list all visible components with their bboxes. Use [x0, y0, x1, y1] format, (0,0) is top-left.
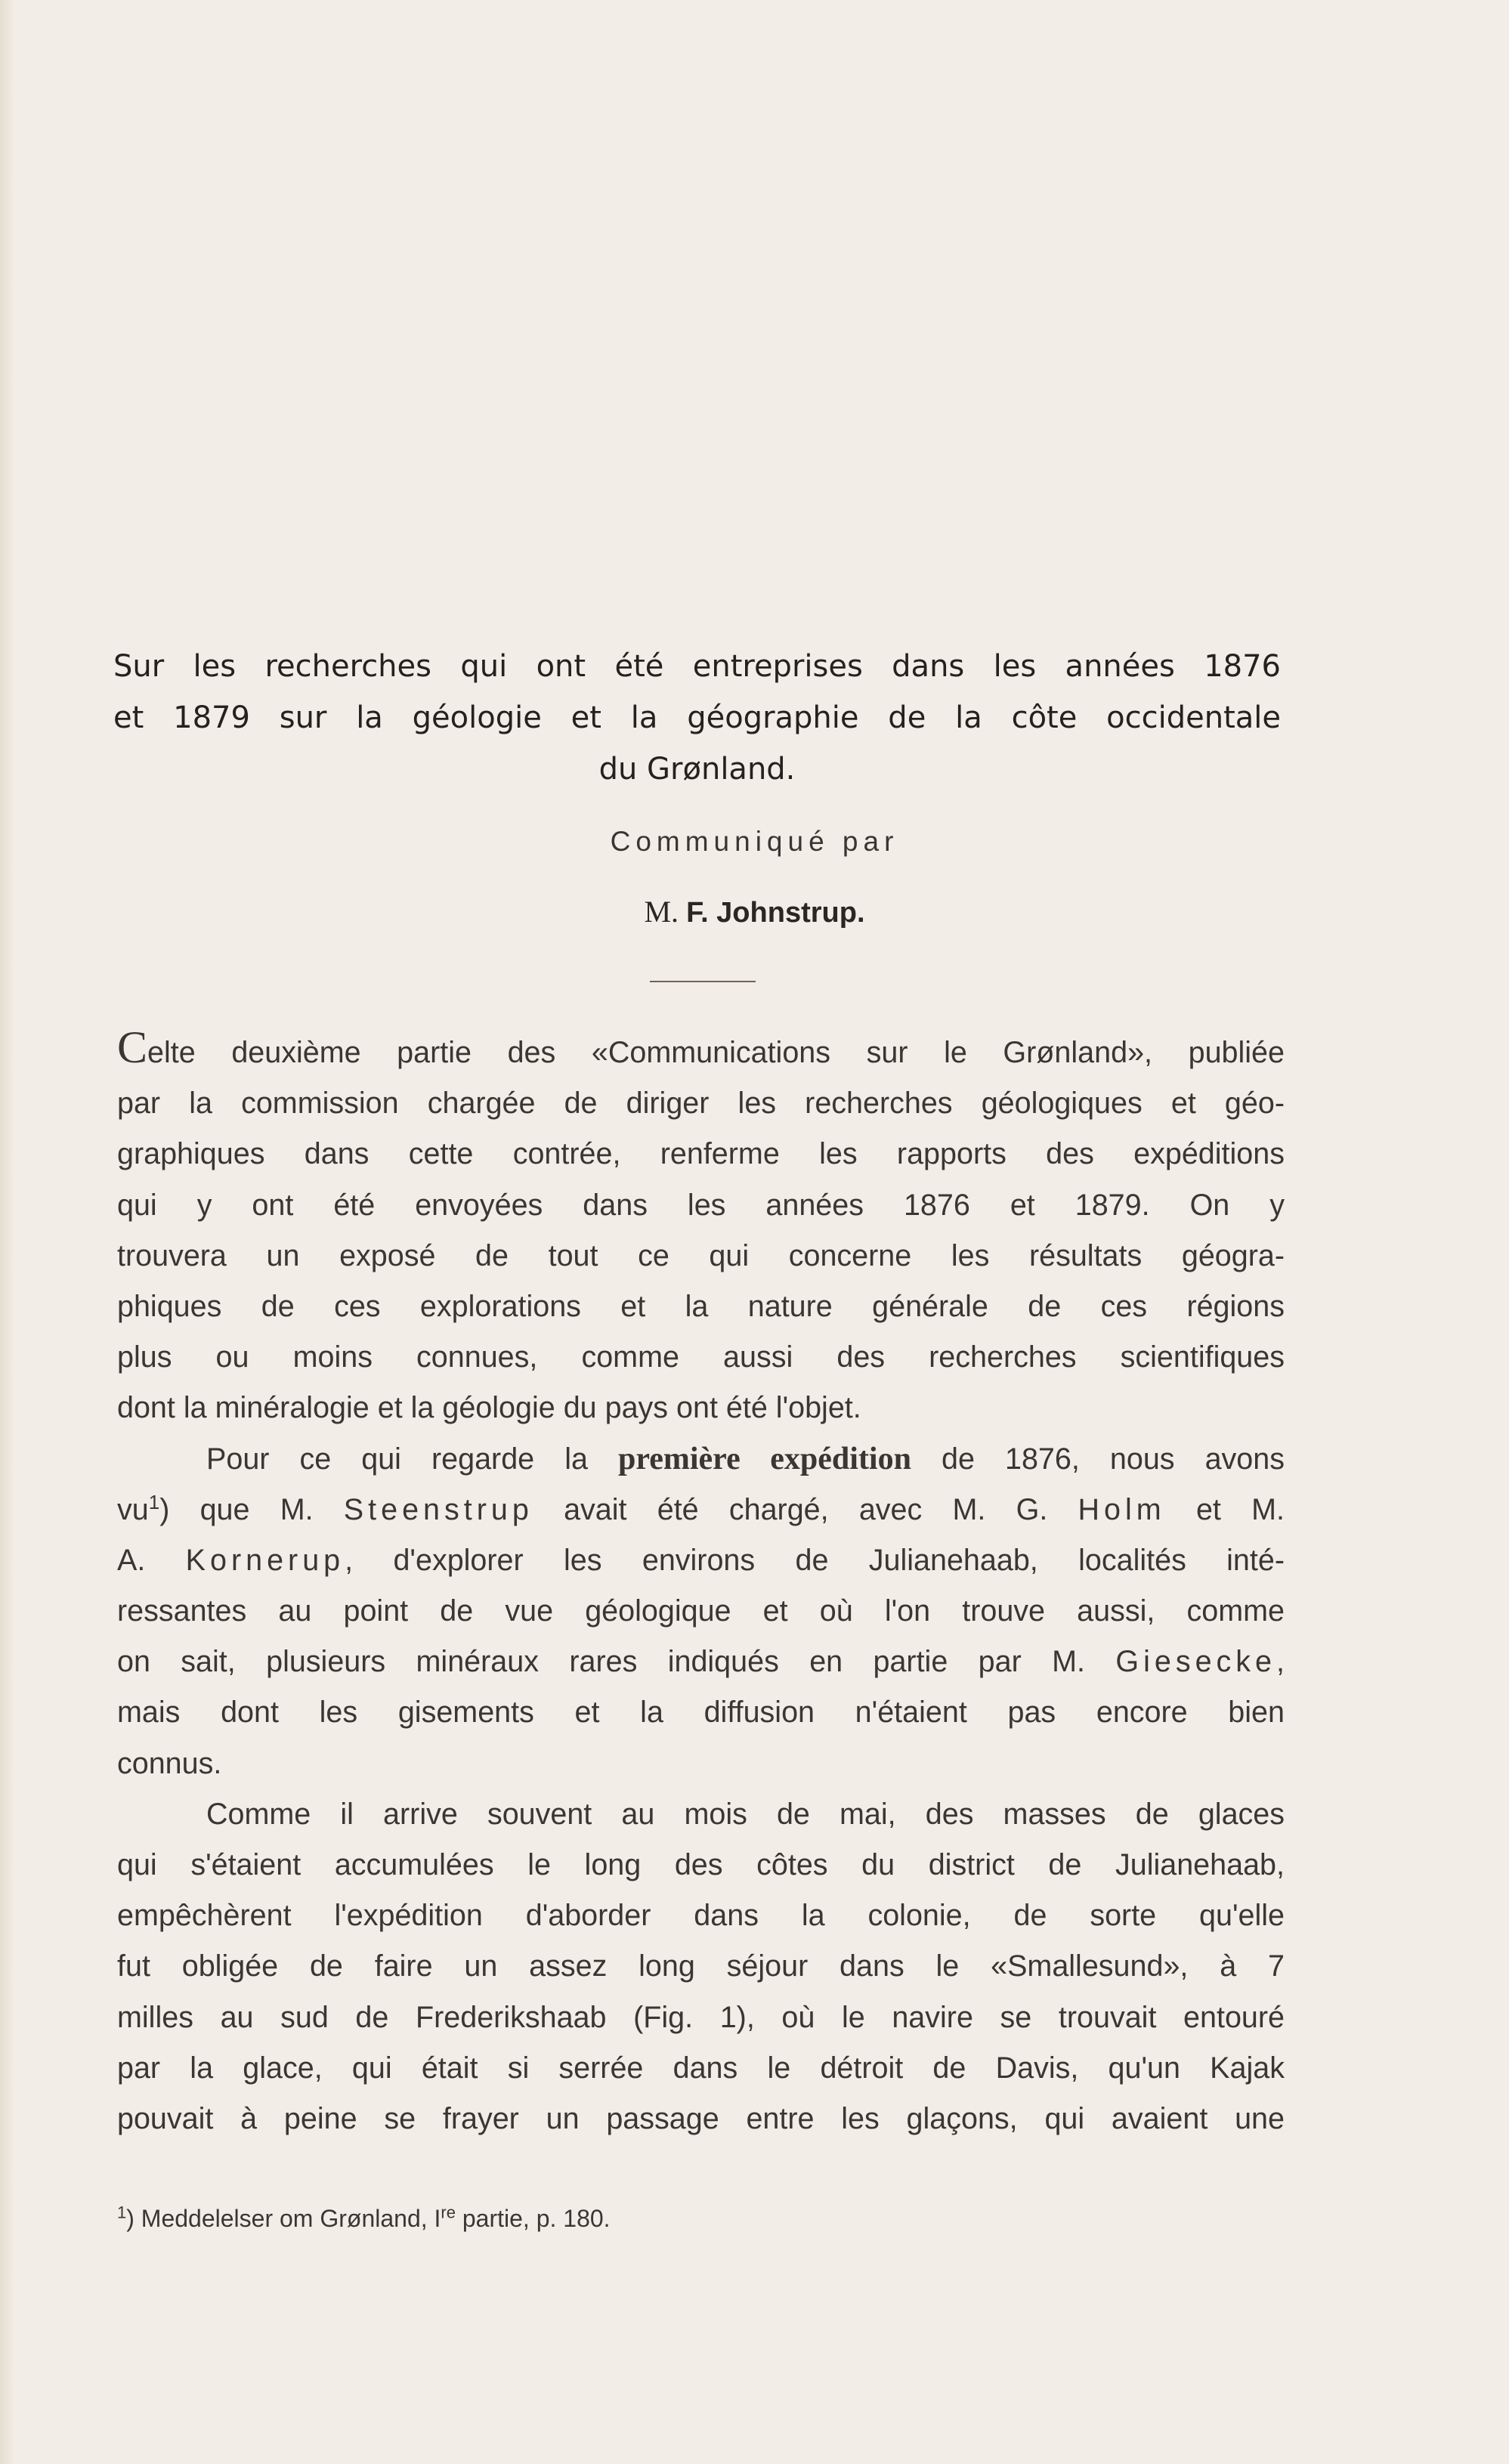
person-name: Holm	[1078, 1492, 1166, 1526]
text-line: on sait, plusieurs minéraux rares indiqués en partie par M. Giesecke,	[117, 1645, 1285, 1679]
paragraph-3	[117, 1789, 1285, 2144]
footnote-ref: 1	[148, 1490, 160, 1513]
author-name: F. Johnstrup.	[686, 897, 865, 929]
person-name: Giesecke	[1115, 1645, 1277, 1679]
text-line: mais dont les gisements et la diffusion n'étaient pas encore bien	[117, 1696, 1285, 1730]
person-name: Steenstrup	[343, 1492, 533, 1526]
text-line: $vu^1$) que M. Steenstrup avait été chargé, avec M. G. Holm et M.	[117, 1490, 1285, 1526]
article-title	[113, 641, 1281, 795]
text-line: Comme il arrive souvent au mois de mai, des masses de glaces	[206, 1797, 1285, 1831]
title-line: Sur les recherches qui ont été entreprises dans les années 1876	[113, 649, 1281, 684]
text-line: pouvait à peine se frayer un passage entre les glaçons, qui avaient une	[117, 2101, 1285, 2135]
author-line	[0, 894, 1509, 929]
text-line: connus.	[117, 1746, 222, 1780]
text-line: qui y ont été envoyées dans les années 1876 et 1879. On y	[117, 1188, 1285, 1222]
text-line: par la glace, qui était si serrée dans le détroit de Davis, qu'un Kajak	[117, 2051, 1285, 2085]
title-line: du Grønland.	[598, 752, 796, 787]
text-line: fut obligée de faire un assez long séjour dans le «Smallesund», à 7	[117, 1949, 1285, 1983]
title-line: et 1879 sur la géologie et la géographie de la côte occidentale	[113, 700, 1281, 735]
paragraph-1	[117, 1028, 1285, 1434]
drop-cap: C	[117, 1028, 148, 1072]
communique-label: Communiqué par	[610, 826, 899, 857]
text-line: milles au sud de Frederikshaab (Fig. 1), où le navire se trouvait entouré	[117, 2000, 1285, 2034]
body-text	[117, 1028, 1285, 2144]
text-line: A. Kornerup, d'explorer les environs de Julianehaab, localités inté-	[117, 1543, 1285, 1577]
text-line: dont la minéralogie et la géologie du pays ont été l'objet.	[117, 1391, 861, 1425]
text-line: graphiques dans cette contrée, renferme les rapports des expéditions	[117, 1137, 1285, 1171]
person-name: Kornerup	[185, 1543, 345, 1577]
paragraph-2	[117, 1434, 1285, 1789]
text-line: Celte deuxième partie des «Communications sur le Grønland», publiée	[117, 1028, 1285, 1078]
text-line: ressantes au point de vue géologique et où l'on trouve aussi, comme	[117, 1594, 1285, 1628]
text-line: plus ou moins connues, comme aussi des recherches scientifiques	[117, 1340, 1285, 1374]
page-edge	[0, 0, 15, 2464]
text-line: empêchèrent l'expédition d'aborder dans la colonie, de sorte qu'elle	[117, 1899, 1285, 1933]
title-divider	[650, 981, 756, 982]
text-line: phiques de ces explorations et la nature générale de ces régions	[117, 1289, 1285, 1323]
footnote: $^1$) Meddelelser om Grønland, Ire partie, p. 180.	[117, 2203, 611, 2232]
emphasis: première expédition	[618, 1441, 911, 1476]
text-line: Pour ce qui regarde la première expédition de 1876, nous avons	[206, 1441, 1285, 1476]
text-line: trouvera un exposé de tout ce qui concerne les résultats géogra-	[117, 1238, 1285, 1272]
text-line: qui s'étaient accumulées le long des côtes du district de Julianehaab,	[117, 1848, 1285, 1881]
footnote-marker: 1	[117, 2203, 127, 2222]
text-line: par la commission chargée de diriger les recherches géologiques et géo-	[117, 1087, 1285, 1121]
author-prefix: M.	[644, 895, 679, 929]
